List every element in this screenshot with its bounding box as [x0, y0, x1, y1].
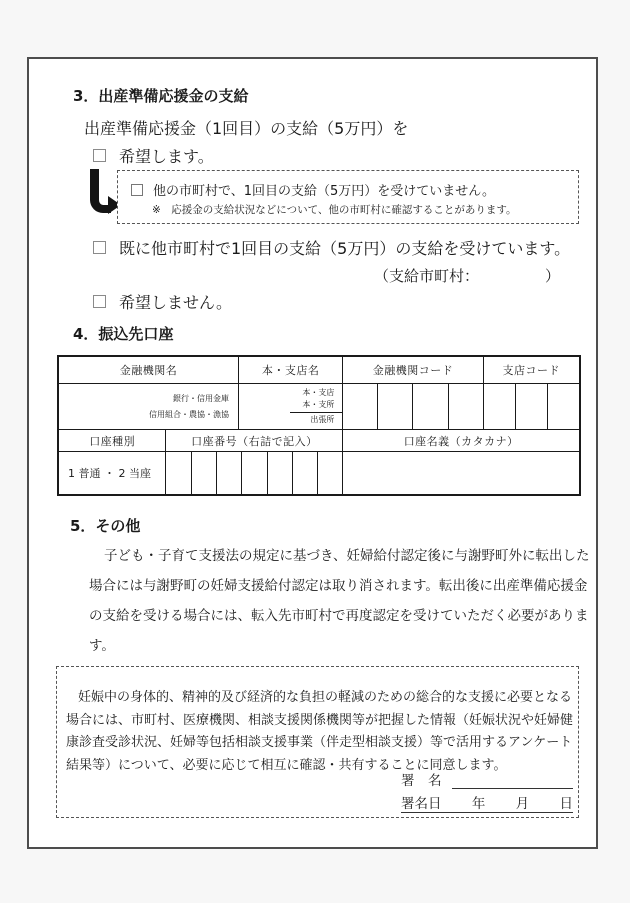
- bank-code-header: 金融機関コード: [343, 357, 483, 383]
- branch-code-cells: [484, 384, 579, 429]
- table-entry-row-2: [59, 452, 579, 494]
- branch-type3: 出張所: [310, 415, 335, 424]
- section5-paragraph: [89, 541, 589, 661]
- bank-code-digit-cell[interactable]: [343, 384, 378, 429]
- consent-paragraph: [66, 687, 572, 777]
- already-checkbox[interactable]: [93, 241, 106, 254]
- paragraph-line: の支給を受ける場合には、転入先市町村で再度認定を受けていただく必要がありま: [89, 608, 589, 624]
- paid-city-field[interactable]: [374, 265, 560, 286]
- month-label: 月: [515, 796, 530, 812]
- branch-type2: 本・支所: [302, 400, 335, 409]
- account-type-select-cell[interactable]: 1 普通 ・ 2 当座: [59, 452, 166, 494]
- table-header-row-2: [59, 430, 579, 452]
- consent-line: 妊娠中の身体的、精神的及び経済的な負担の軽減のための総合的な支援に必要となる: [78, 690, 573, 705]
- other-city-note: ※ 応援金の支給状況などについて、他の市町村に確認することがあります。: [152, 204, 517, 216]
- paragraph-line: 場合には与謝野町の妊婦支援給付認定は取り消されます。転出後に出産準備応援金: [89, 578, 588, 594]
- nohope-label: 希望しません。: [119, 293, 232, 312]
- consent-line: 結果等）について、必要に応じて相互に確認・共有することに同意します。: [66, 757, 507, 773]
- bank-account-table: [57, 355, 581, 496]
- account-number-digit-cell[interactable]: [217, 452, 242, 494]
- bank-name-header: 金融機関名: [59, 357, 239, 383]
- sign-date-label: 署名日: [401, 796, 442, 812]
- section3-lead: 出産準備応援金（1回目）の支給（5万円）を: [84, 119, 409, 138]
- account-number-digit-cell[interactable]: [268, 452, 293, 494]
- paragraph-line: 子ども・子育て支援法の規定に基づき、妊婦給付認定後に与謝野町外に転出した: [104, 548, 590, 564]
- account-number-digit-cell[interactable]: [166, 452, 191, 494]
- branch-code-digit-cell[interactable]: [484, 384, 516, 429]
- signature-date-row[interactable]: [401, 789, 573, 813]
- form-page: [27, 57, 598, 849]
- branch-code-digit-cell[interactable]: [516, 384, 548, 429]
- account-number-cells: [166, 452, 343, 494]
- bank-code-digit-cell[interactable]: [378, 384, 413, 429]
- hope-label: 希望します。: [119, 147, 214, 166]
- account-number-digit-cell[interactable]: [293, 452, 318, 494]
- bank-code-digit-cell[interactable]: [449, 384, 483, 429]
- other-city-checkbox[interactable]: [131, 184, 143, 196]
- branch-code-digit-cell[interactable]: [548, 384, 579, 429]
- paid-city-open: （支給市町村：: [374, 267, 480, 285]
- signature-block: [401, 767, 573, 813]
- signature-name-row: [401, 767, 573, 789]
- section5-title: 5．その他: [70, 517, 141, 535]
- option-already-row: [93, 236, 570, 259]
- table-entry-row-1: [59, 384, 579, 430]
- bank-name-input-cell[interactable]: [59, 384, 239, 429]
- account-number-digit-cell[interactable]: [242, 452, 267, 494]
- account-name-header: 口座名義（カタカナ）: [403, 434, 519, 448]
- account-number-digit-cell[interactable]: [192, 452, 217, 494]
- section3-title: 3．出産準備応援金の支給: [73, 87, 249, 105]
- bank-code-digit-cell[interactable]: [413, 384, 448, 429]
- branch-name-header: 本・支店名: [239, 357, 343, 383]
- consent-line: 場合には、市町村、医療機関、相談支援関係機関等が把握した情報（妊娠状況や妊婦健: [66, 712, 574, 728]
- bank-code-cells: [343, 384, 483, 429]
- other-city-confirm-box: [117, 170, 579, 224]
- consent-box: [56, 666, 579, 818]
- hope-checkbox[interactable]: [93, 149, 106, 162]
- paragraph-line: す。: [89, 638, 115, 654]
- year-label: 年: [471, 796, 486, 812]
- account-type-header: 口座種別: [59, 430, 166, 451]
- other-city-label: 他の市町村で、1回目の支給（5万円）を受けていません。: [153, 184, 496, 199]
- option-nohope-row: [93, 290, 232, 313]
- other-city-row: [131, 180, 495, 199]
- nohope-checkbox[interactable]: [93, 295, 106, 308]
- already-label: 既に他市町村で1回目の支給（5万円）の支給を受けています。: [119, 239, 571, 258]
- branch-name-input-cell[interactable]: [239, 384, 343, 429]
- branch-type1: 本・支店: [302, 388, 335, 397]
- account-number-digit-cell[interactable]: [318, 452, 342, 494]
- branch-code-header: 支店コード: [502, 364, 561, 377]
- table-header-row-1: [59, 357, 579, 384]
- signature-input-line[interactable]: [452, 766, 574, 789]
- signature-label: 署 名: [401, 773, 442, 789]
- branch-type-divider: [290, 412, 342, 413]
- bank-types-line1: 銀行・信用金庫: [173, 394, 229, 403]
- day-label: 日: [559, 796, 573, 812]
- section4-title: 4．振込先口座: [73, 325, 174, 343]
- consent-line: 康診査受診状況、妊婦等包括相談支援事業（伴走型相談支援）等で活用するアンケート: [66, 735, 573, 750]
- paid-city-close: ）: [544, 267, 560, 285]
- account-name-input-cell[interactable]: [343, 452, 579, 494]
- option-hope-row: [93, 144, 214, 167]
- bank-types-line2: 信用組合・農協・漁協: [149, 410, 229, 419]
- account-number-header: 口座番号（右詰で記入）: [166, 430, 343, 451]
